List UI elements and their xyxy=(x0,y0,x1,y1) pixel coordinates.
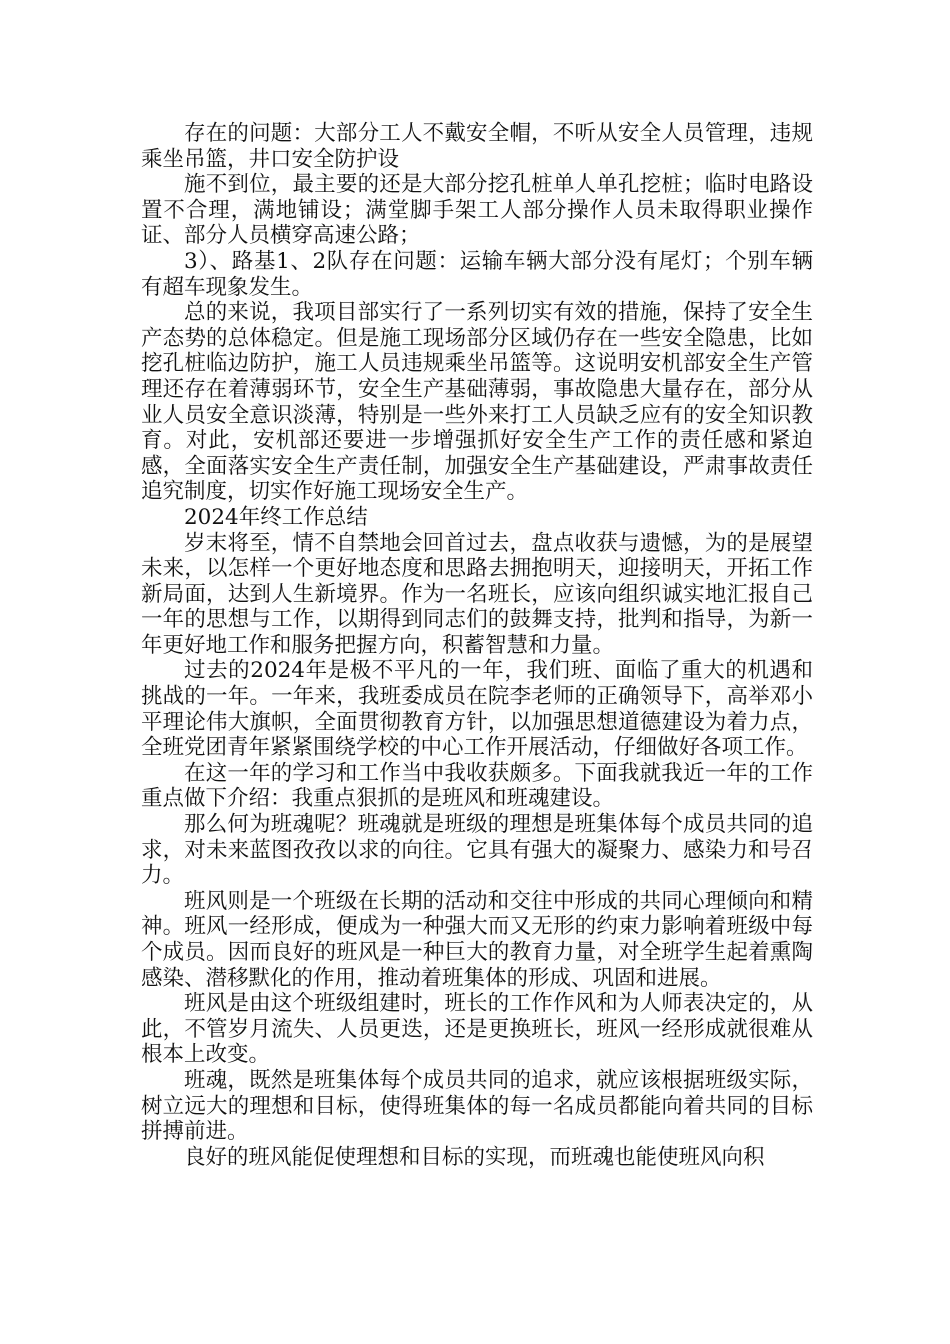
paragraph-class-style-origin: 班风是由这个班级组建时，班长的工作作风和为人师表决定的，从此，不管岁月流失、人员更迭，还是更换班长，班风一经形成就很难从根本上改变。 xyxy=(141,991,813,1068)
paragraph-class-soul-goals: 班魂，既然是班集体每个成员共同的追求，就应该根据班级实际，树立远大的理想和目标，使得班集体的每一名成员都能向着共同的目标拼搏前进。 xyxy=(141,1067,813,1145)
section-title: 2024年终工作总结 xyxy=(184,504,368,530)
paragraph-safety-summary: 总的来说，我项目部实行了一系列切实有效的措施，保持了安全生产态势的总体稳定。但是施工现场部分区域仍存在一些安全隐患，比如挖孔桩临边防护，施工人员违规乘坐吊篮等。这说明安机部安全生产管理还存在着薄弱环节，安全生产基础薄弱，事故隐患大量存在，部分从业人员安全意识淡薄，特别是一些外来打工人员缺乏应有的安全知识教育。对此，安机部还要进一步增强抓好安全生产工作的责任感和紧迫感，全面落实安全生产责任制，加强安全生产基础建设，严肃事故责任追究制度，切实作好施工现场安全生产。 xyxy=(141,300,813,505)
paragraph-class-style: 班风则是一个班级在长期的活动和交往中形成的共同心理倾向和精神。班风一经形成，便成为一种强大而又无形的约束力影响着班级中每个成员。因而良好的班风是一种巨大的教育力量，对全班学生起着熏陶感染、潜移默化的作用，推动着班集体的形成、巩固和进展。 xyxy=(141,888,813,991)
paragraph-class-soul: 那么何为班魂呢？班魂就是班级的理想是班集体每个成员共同的追求，对未来蓝图孜孜以求的向往。它具有强大的凝聚力、感染力和号召力。 xyxy=(141,812,813,889)
paragraph-construction-issues: 施不到位，最主要的还是大部分挖孔桩单人单孔挖桩；临时电路设置不合理，满地铺设；满堂脚手架工人部分操作人员未取得职业操作证、部分人员横穿高速公路； xyxy=(141,172,813,249)
paragraph-style-and-soul: 良好的班风能促使理想和目标的实现，而班魂也能使班风向积 xyxy=(184,1144,765,1170)
document-page xyxy=(141,121,813,1170)
paragraph-work-focus: 在这一年的学习和工作当中我收获颇多。下面我就我近一年的工作重点做下介绍：我重点狠抓的是班风和班魂建设。 xyxy=(141,760,813,812)
paragraph-past-year: 过去的2024年是极不平凡的一年，我们班、面临了重大的机遇和挑战的一年。一年来，我班委成员在院李老师的正确领导下，高举邓小平理论伟大旗帜，全面贯彻教育方针，以加强思想道德建设为着力点，全班党团青年紧紧围绕学校的中心工作开展活动，仔细做好各项工作。 xyxy=(141,658,813,761)
paragraph-year-end-intro: 岁末将至，情不自禁地会回首过去，盘点收获与遗憾，为的是展望未来，以怎样一个更好地态度和思路去拥抱明天，迎接明天，开拓工作新局面，达到人生新境界。作为一名班长，应该向组织诚实地汇报自己一年的思想与工作，以期得到同志们的鼓舞支持，批判和指导，为新一年更好地工作和服务把握方向，积蓄智慧和力量。 xyxy=(141,530,813,658)
paragraph-safety-problems: 存在的问题：大部分工人不戴安全帽，不听从安全人员管理，违规乘坐吊篮，井口安全防护设 xyxy=(141,121,813,172)
paragraph-roadbed-teams: 3）、路基1、2队存在问题：运输车辆大部分没有尾灯；个别车辆有超车现象发生。 xyxy=(141,248,813,300)
